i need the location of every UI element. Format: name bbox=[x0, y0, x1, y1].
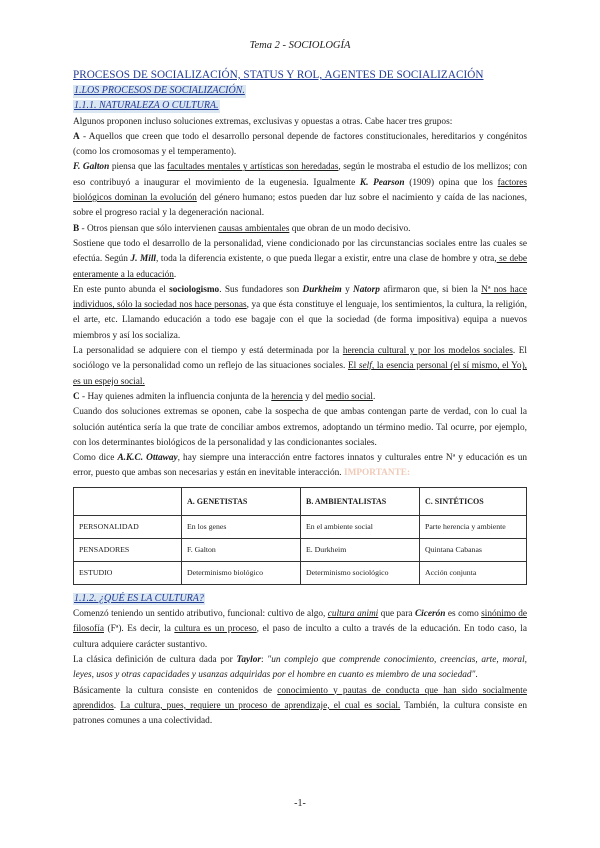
paragraph-mill: Sostiene que todo el desarrollo de la personalidad, viene condicionado por las circunstancias sociales entre las cuales se efectúa. Según J. Mill, toda la diferencia existente, o que pueda llegar a existir, entre una clase de hombre y otra, se debe enteramente a la educación. bbox=[73, 238, 528, 280]
paragraph-a: A - Aquellos que creen que todo el desarrollo personal depende de factores constitucionales, hereditarios y congénitos (como los cromosomas y el temperamento). bbox=[73, 131, 527, 158]
comparison-table bbox=[73, 487, 527, 585]
section-heading-1: 1.LOS PROCESOS DE SOCIALIZACIÓN. bbox=[74, 85, 245, 96]
table-header-cell: B. AMBIENTALISTAS bbox=[301, 487, 420, 515]
paragraph-cultura: Comenzó teniendo un sentido atributivo, funcional: cultivo de algo, cultura animi que para Cicerón es como sinónimo de filosofía (Fª). Es decir, la cultura es un proceso, el paso de inculto a culto a través de la educación. En todo caso, la cultura adquiere carácter sustantivo. bbox=[73, 609, 527, 650]
table-cell: Determinismo biológico bbox=[182, 561, 301, 584]
table-header-row bbox=[74, 487, 527, 515]
page-number: -1- bbox=[294, 798, 306, 809]
table-cell: F. Galton bbox=[182, 538, 301, 561]
page-content bbox=[73, 68, 527, 729]
paragraph-galton: F. Galton piensa que las facultades mentales y artísticas son heredadas, según le mostraba el estudio de los mellizos; con eso contribuyó a inaugurar el movimiento de la eugenesia. Igualmente K. Pearson (1909) opina que los factores biológicos dominan la evolución del género humano; estos pueden dar luz sobre el nacimiento y caída de las naciones, sobre el progreso racial y la degeneración nacional. bbox=[73, 162, 528, 219]
table-cell: PERSONALIDAD bbox=[74, 515, 182, 538]
table-header-cell bbox=[74, 487, 182, 515]
important-label: IMPORTANTE: bbox=[343, 468, 411, 479]
document-title: PROCESOS DE SOCIALIZACIÓN, STATUS Y ROL, AGENTES DE SOCIALIZACIÓN bbox=[73, 69, 484, 81]
paragraph-intro: Algunos proponen incluso soluciones extremas, exclusivas y opuestas a otras. Cabe hacer tres grupos: bbox=[73, 116, 453, 127]
table-cell: E. Durkheim bbox=[301, 538, 420, 561]
table-cell: En el ambiente social bbox=[301, 515, 420, 538]
table-header-cell: C. SINTÉTICOS bbox=[420, 487, 527, 515]
section-heading-1-1-2: 1.1.2. ¿QUÉ ES LA CULTURA? bbox=[74, 592, 204, 604]
paragraph-sociologismo: En este punto abunda el sociologismo. Sus fundadores son Durkheim y Natorp afirmaron que, si bien la Nª nos hace individuos, sólo la sociedad nos hace personas, ya que ésta constituye el lenguaje, los sentimientos, la cultura, la religión, el arte, etc. Llamando educación a todo ese bagaje con el que la sociedad (de forma impositiva) equipa a nuevos miembros y así los socializa. bbox=[73, 284, 528, 341]
table-row bbox=[74, 538, 527, 561]
paragraph-taylor: La clásica definición de cultura dada por Taylor: "un complejo que comprende conocimiento, creencias, arte, moral, leyes, usos y otras capacidades y usanzas adquiridas por el hombre en cuanto es miembro de una sociedad". bbox=[73, 654, 527, 681]
section-heading-1-1-1: 1.1.1. NATURALEZA O CULTURA. bbox=[74, 100, 219, 112]
paragraph-b: B - Otros piensan que sólo intervienen causas ambientales que obran de un modo decisivo. bbox=[73, 223, 411, 234]
table-cell: PENSADORES bbox=[74, 538, 182, 561]
paragraph-personalidad: La personalidad se adquiere con el tiempo y está determinada por la herencia cultural y por los modelos sociales. El sociólogo ve la personalidad como un reflejo de las situaciones sociales. El self, la esencia personal (el sí mismo, el Yo), es un espejo social. bbox=[73, 346, 527, 387]
table-cell: Parte herencia y ambiente bbox=[420, 515, 527, 538]
table-cell: ESTUDIO bbox=[74, 561, 182, 584]
table-row bbox=[74, 515, 527, 538]
table-cell: Quintana Cabanas bbox=[420, 538, 527, 561]
table-cell: Acción conjunta bbox=[420, 561, 527, 584]
table-header-cell: A. GENETISTAS bbox=[182, 487, 301, 515]
table-cell: En los genes bbox=[182, 515, 301, 538]
paragraph-cuando: Cuando dos soluciones extremas se oponen, cabe la sospecha de que ambas contengan parte de verdad, con lo cual la solución auténtica sería la que trate de conciliar ambos extremos, adoptando un término medio. Tal ocurre, por ejemplo, con los determinantes biológicos de la personalidad y las condicionantes sociales. bbox=[73, 407, 527, 448]
paragraph-ottaway: Como dice A.K.C. Ottaway, hay siempre una interacción entre factores innatos y culturales entre Nª y educación es un error, puesto que ambas son necesarias y están en inevitable interacción. IMPORTANTE: bbox=[73, 453, 527, 479]
running-header: Tema 2 - SOCIOLOGÍA bbox=[249, 40, 351, 51]
paragraph-basicamente: Básicamente la cultura consiste en contenidos de conocimiento y pautas de conducta que han sido socialmente aprendidos. La cultura, pues, requiere un proceso de aprendizaje, el cual es social. También, la cultura consiste en patrones comunes a una colectividad. bbox=[73, 685, 528, 727]
table-cell: Determinismo sociológico bbox=[301, 561, 420, 584]
table-row bbox=[74, 561, 527, 584]
paragraph-c: C - Hay quienes admiten la influencia conjunta de la herencia y del medio social. bbox=[73, 391, 376, 402]
